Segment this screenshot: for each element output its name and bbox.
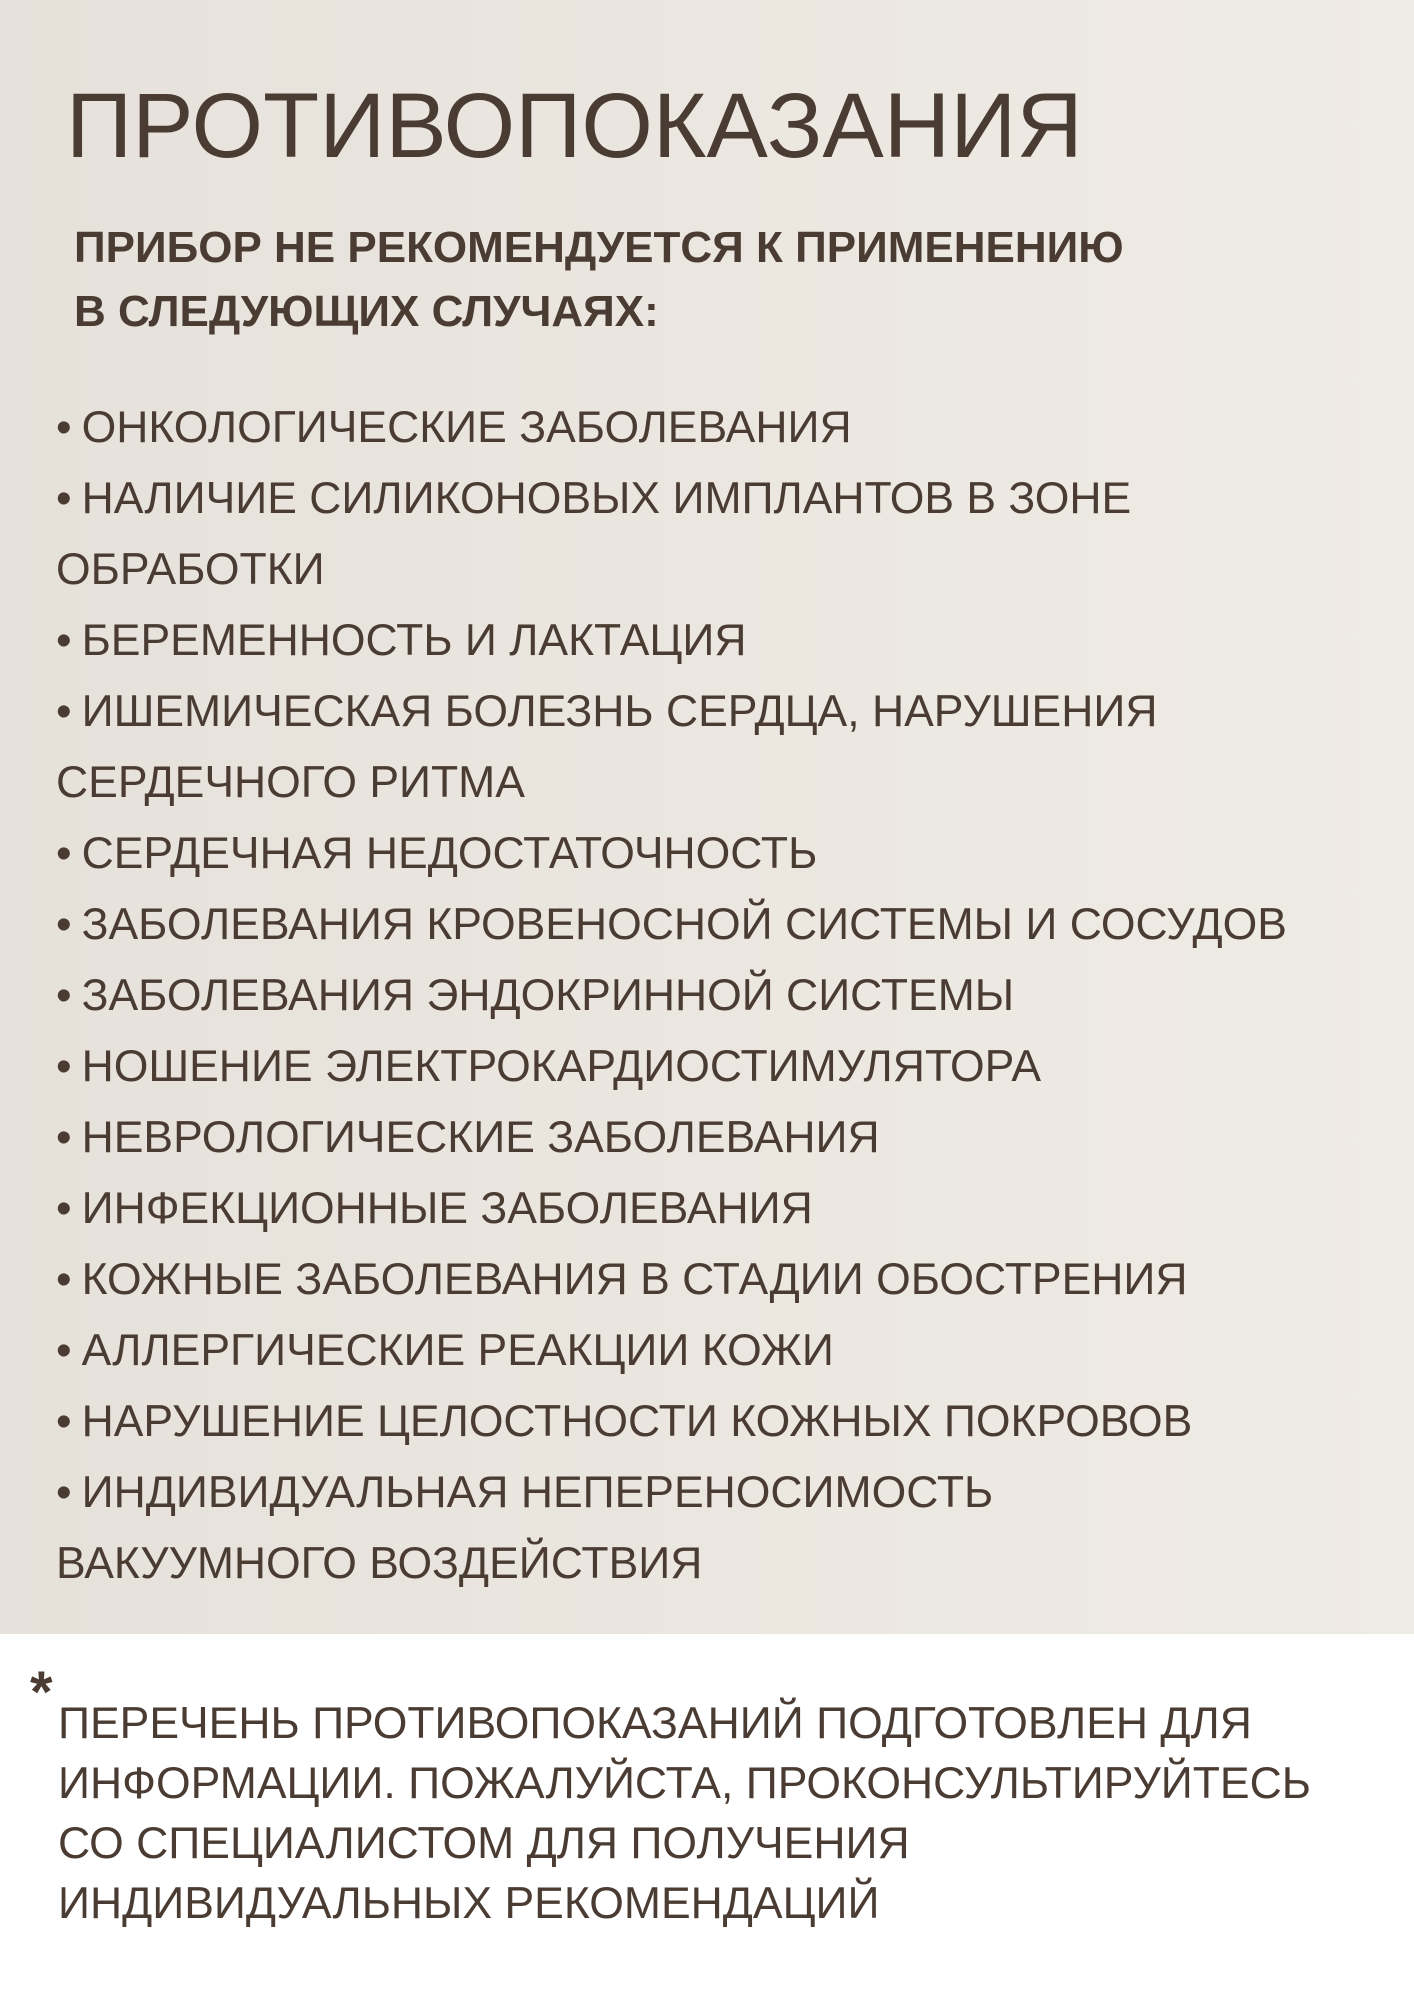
- bullet-icon: •: [56, 971, 72, 1020]
- bullet-icon: •: [56, 900, 72, 949]
- bullet-icon: •: [56, 1042, 72, 1091]
- list-item-text: ЗАБОЛЕВАНИЯ ЭНДОКРИННОЙ СИСТЕМЫ: [81, 971, 1015, 1020]
- footnote-asterisk: *: [30, 1660, 53, 1725]
- list-item-continuation: ОБРАБОТКИ: [56, 545, 325, 594]
- list-item-text: ЗАБОЛЕВАНИЯ КРОВЕНОСНОЙ СИСТЕМЫ И СОСУДОВ: [81, 900, 1287, 949]
- list-item: [56, 676, 1396, 747]
- list-item-continuation: ВАКУУМНОГО ВОЗДЕЙСТВИЯ: [56, 1539, 703, 1588]
- list-item-text: ИШЕМИЧЕСКАЯ БОЛЕЗНЬ СЕРДЦА, НАРУШЕНИЯ: [81, 687, 1158, 736]
- list-item-continuation: СЕРДЕЧНОГО РИТМА: [56, 758, 525, 807]
- bullet-icon: •: [56, 474, 72, 523]
- list-item: [56, 889, 1396, 960]
- list-item-text: ОНКОЛОГИЧЕСКИЕ ЗАБОЛЕВАНИЯ: [81, 403, 852, 452]
- bullet-icon: •: [56, 616, 72, 665]
- footnote-line: ИНДИВИДУАЛЬНЫХ РЕКОМЕНДАЦИЙ: [58, 1879, 880, 1928]
- footnote: [58, 1694, 1311, 1934]
- bullet-icon: •: [56, 1113, 72, 1162]
- footnote-line: СО СПЕЦИАЛИСТОМ ДЛЯ ПОЛУЧЕНИЯ: [58, 1819, 910, 1868]
- list-item: [56, 818, 1396, 889]
- list-item-text: ИНДИВИДУАЛЬНАЯ НЕПЕРЕНОСИМОСТЬ: [81, 1468, 994, 1517]
- list-item: [56, 1102, 1396, 1173]
- list-item-text: НАРУШЕНИЕ ЦЕЛОСТНОСТИ КОЖНЫХ ПОКРОВОВ: [81, 1397, 1193, 1446]
- page-title: ПРОТИВОПОКАЗАНИЯ: [66, 75, 1083, 177]
- list-item-text: СЕРДЕЧНАЯ НЕДОСТАТОЧНОСТЬ: [81, 829, 818, 878]
- list-item-text: КОЖНЫЕ ЗАБОЛЕВАНИЯ В СТАДИИ ОБОСТРЕНИЯ: [81, 1255, 1188, 1304]
- footnote-line: ИНФОРМАЦИИ. ПОЖАЛУЙСТА, ПРОКОНСУЛЬТИРУЙТЕСЬ: [58, 1759, 1311, 1808]
- footnote-line: ПЕРЕЧЕНЬ ПРОТИВОПОКАЗАНИЙ ПОДГОТОВЛЕН ДЛЯ: [58, 1699, 1252, 1748]
- list-item-text: НЕВРОЛОГИЧЕСКИЕ ЗАБОЛЕВАНИЯ: [81, 1113, 880, 1162]
- list-item-text: НАЛИЧИЕ СИЛИКОНОВЫХ ИМПЛАНТОВ В ЗОНЕ: [81, 474, 1132, 523]
- bullet-icon: •: [56, 1184, 72, 1233]
- list-item: [56, 1173, 1396, 1244]
- subtitle: [74, 216, 1124, 344]
- list-item: [56, 960, 1396, 1031]
- list-item: [56, 1386, 1396, 1457]
- list-item: [56, 1315, 1396, 1386]
- bullet-icon: •: [56, 829, 72, 878]
- list-item-text: НОШЕНИЕ ЭЛЕКТРОКАРДИОСТИМУЛЯТОРА: [81, 1042, 1042, 1091]
- list-item: [56, 605, 1396, 676]
- bullet-icon: •: [56, 687, 72, 736]
- bullet-icon: •: [56, 1255, 72, 1304]
- contraindications-list: [56, 392, 1396, 1599]
- list-item: [56, 463, 1396, 534]
- list-item-text: БЕРЕМЕННОСТЬ И ЛАКТАЦИЯ: [81, 616, 747, 665]
- list-item-text: АЛЛЕРГИЧЕСКИЕ РЕАКЦИИ КОЖИ: [81, 1326, 834, 1375]
- bullet-icon: •: [56, 1326, 72, 1375]
- list-item: [56, 1457, 1396, 1528]
- bullet-icon: •: [56, 403, 72, 452]
- list-item: [56, 392, 1396, 463]
- bullet-icon: •: [56, 1397, 72, 1446]
- subtitle-line-1: ПРИБОР НЕ РЕКОМЕНДУЕТСЯ К ПРИМЕНЕНИЮ: [74, 223, 1124, 272]
- bullet-icon: •: [56, 1468, 72, 1517]
- list-item: [56, 1244, 1396, 1315]
- list-item: [56, 1031, 1396, 1102]
- list-item-text: ИНФЕКЦИОННЫЕ ЗАБОЛЕВАНИЯ: [81, 1184, 813, 1233]
- subtitle-line-2: В СЛЕДУЮЩИХ СЛУЧАЯХ:: [74, 287, 659, 336]
